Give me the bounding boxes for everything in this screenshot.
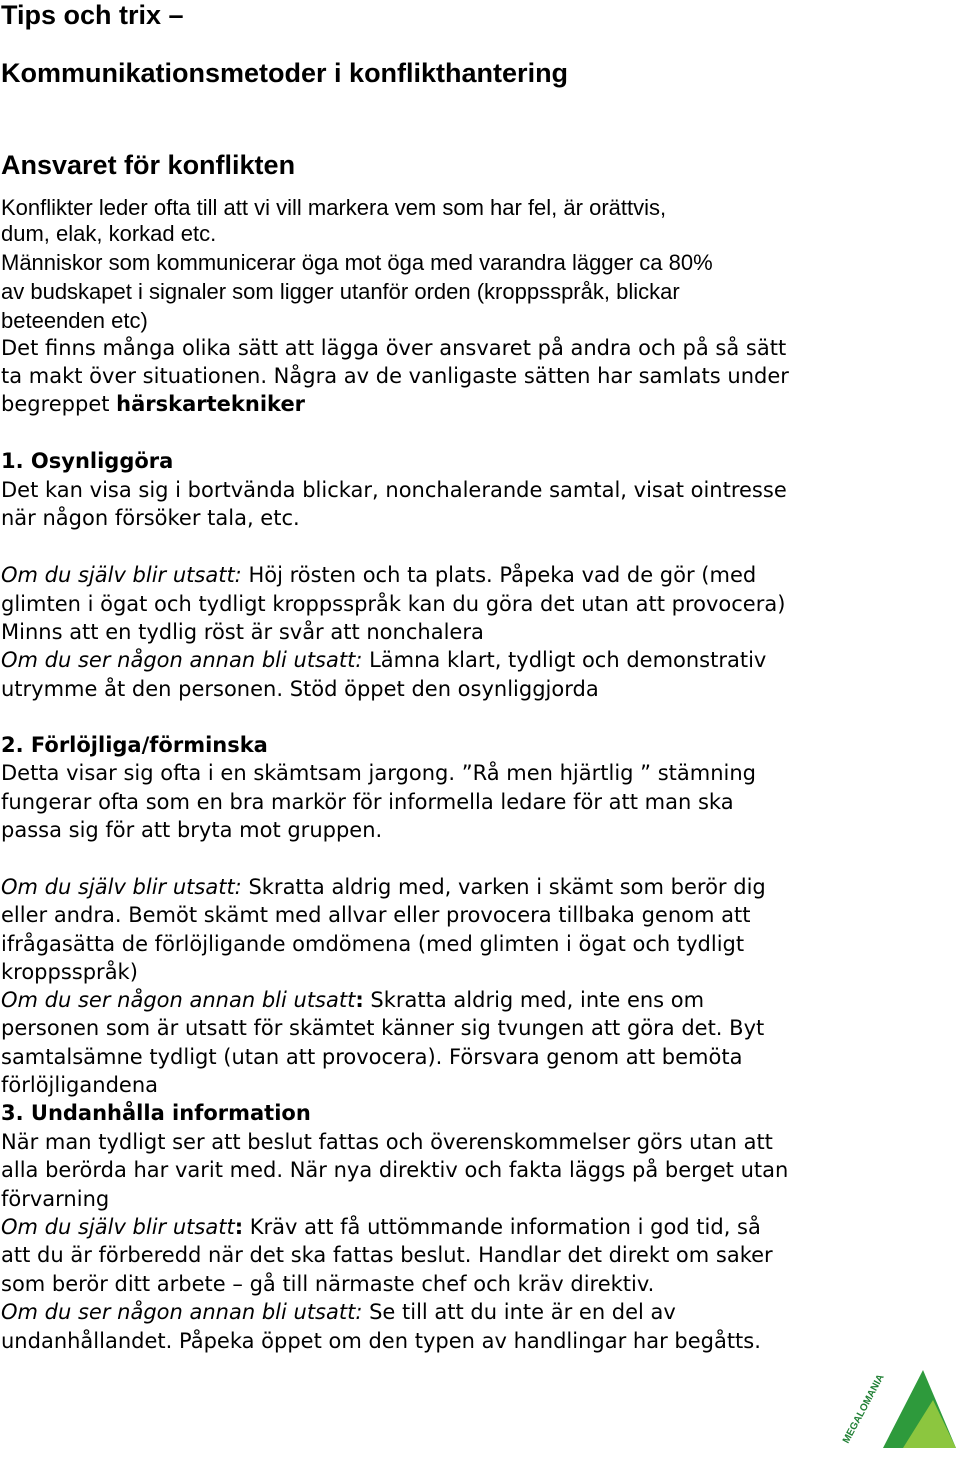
- megalomania-logo: [828, 1360, 958, 1450]
- section-2-heading: 2. Förlöjliga/förminska: [1, 733, 268, 757]
- intro-line: Människor som kommunicerar öga mot öga med varandra lägger ca 80%: [1, 250, 713, 275]
- paragraph-line: förlöjligandena: [1, 1073, 158, 1097]
- paragraph-line: Om du själv blir utsatt: Skratta aldrig med, varken i skämt som berör dig: [1, 875, 766, 899]
- document-title: Tips och trix –: [1, 0, 184, 30]
- paragraph-line: eller andra. Bemöt skämt med allvar eller provocera tillbaka genom att: [1, 903, 751, 927]
- paragraph-line: samtalsämne tydligt (utan att provocera). Försvara genom att bemöta: [1, 1045, 743, 1069]
- paragraph-line: ta makt över situationen. Några av de vanligaste sätten har samlats under: [1, 364, 789, 388]
- paragraph-line: när någon försöker tala, etc.: [1, 506, 300, 530]
- paragraph-line: alla berörda har varit med. När nya direktiv och fakta läggs på berget utan: [1, 1158, 789, 1182]
- paragraph-line: Om du ser någon annan bli utsatt: Se till att du inte är en del av: [1, 1300, 676, 1324]
- emphasis-term: härskartekniker: [116, 392, 306, 416]
- paragraph-line: passa sig för att bryta mot gruppen.: [1, 818, 383, 842]
- paragraph-line: Om du själv blir utsatt: Höj rösten och ta plats. Påpeka vad de gör (med: [1, 563, 757, 587]
- self-label: Om du själv blir utsatt:: [1, 563, 242, 587]
- paragraph-line: Det kan visa sig i bortvända blickar, nonchalerande samtal, visat ointresse: [1, 478, 787, 502]
- paragraph-line: Det finns många olika sätt att lägga över ansvaret på andra och på så sätt: [1, 336, 787, 360]
- section-3-heading: 3. Undanhålla information: [1, 1101, 311, 1125]
- other-label: Om du ser någon annan bli utsatt: [1, 988, 356, 1012]
- paragraph-line: som berör ditt arbete – gå till närmaste chef och kräv direktiv.: [1, 1272, 655, 1296]
- paragraph-line: begreppet härskartekniker: [1, 392, 306, 416]
- paragraph-line: kroppsspråk): [1, 960, 138, 984]
- paragraph-line: utrymme åt den personen. Stöd öppet den osynliggjorda: [1, 677, 599, 701]
- paragraph-line: undanhållandet. Påpeka öppet om den typen av handlingar har begåtts.: [1, 1329, 761, 1353]
- intro-line: beteenden etc): [1, 308, 148, 333]
- paragraph-line: förvarning: [1, 1187, 110, 1211]
- paragraph-line: glimten i ögat och tydligt kroppsspråk kan du göra det utan att provocera): [1, 592, 786, 616]
- other-label: Om du ser någon annan bli utsatt:: [1, 1300, 363, 1324]
- paragraph-line: fungerar ofta som en bra markör för informella ledare för att man ska: [1, 790, 734, 814]
- paragraph-line: att du är förberedd när det ska fattas beslut. Handlar det direkt om saker: [1, 1243, 773, 1267]
- paragraph-line: Om du själv blir utsatt: Kräv att få uttömmande information i god tid, så: [1, 1215, 761, 1239]
- document-subtitle: Kommunikationsmetoder i konflikthantering: [1, 58, 569, 88]
- section-1-heading: 1. Osynliggöra: [1, 449, 174, 473]
- paragraph-line: Minns att en tydlig röst är svår att nonchalera: [1, 620, 484, 644]
- paragraph-line: När man tydligt ser att beslut fattas och överenskommelser görs utan att: [1, 1130, 773, 1154]
- section-heading: Ansvaret för konflikten: [1, 150, 296, 180]
- intro-line: av budskapet i signaler som ligger utanför orden (kroppsspråk, blickar: [1, 279, 680, 304]
- self-label: Om du själv blir utsatt:: [1, 875, 242, 899]
- logo-text: MEGALOMANIA: [840, 1372, 887, 1446]
- paragraph-line: Om du ser någon annan bli utsatt: Lämna klart, tydligt och demonstrativ: [1, 648, 767, 672]
- paragraph-line: ifrågasätta de förlöjligande omdömena (med glimten i ögat och tydligt: [1, 932, 745, 956]
- paragraph-line: personen som är utsatt för skämtet känner sig tvungen att göra det. Byt: [1, 1016, 765, 1040]
- intro-line: Konflikter leder ofta till att vi vill markera vem som har fel, är orättvis,: [1, 195, 667, 220]
- paragraph-line: Om du ser någon annan bli utsatt: Skratta aldrig med, inte ens om: [1, 988, 705, 1012]
- self-label: Om du själv blir utsatt: [1, 1215, 235, 1239]
- intro-line: dum, elak, korkad etc.: [1, 221, 217, 246]
- paragraph-line: Detta visar sig ofta i en skämtsam jargong. ”Rå men hjärtlig ” stämning: [1, 761, 757, 785]
- other-label: Om du ser någon annan bli utsatt:: [1, 648, 363, 672]
